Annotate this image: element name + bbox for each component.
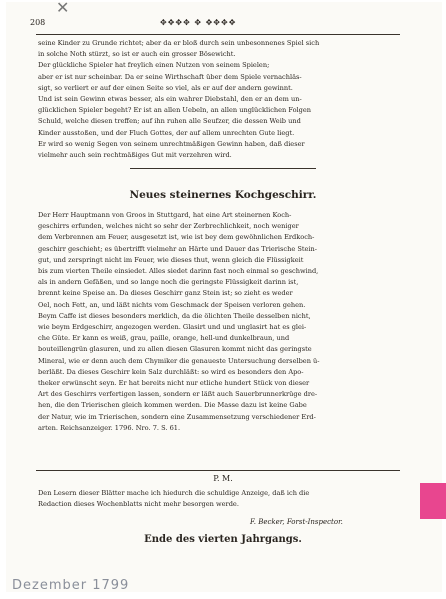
separator-rule <box>36 470 400 471</box>
paragraph-stoneware: Der Herr Hauptmann von Groos in Stuttgard, hat eine Art steinernen Koch- geschirrs erfunden, welches nicht so sehr der Zerbrechlichkeit, noch weniger dem Verbrennen am Feuer, ausgesetzt ist, wie ist bey dem gewöhnlichen Erdkoch- geschirr geschieht; es übertrifft vielmehr an Härte und Dauer das Trierische Stein- gut, und zerspringt nicht im Feuer, wie dieses thut, wenn gleich die Flüssigkeit bis zum vierten Theile einsiedet. Alles siedet darinn fast noch einmal so geschwind, als in andern Gefäßen, und so lange noch die geringste Flüssigkeit darinn ist, brennt keine Speise an. Da dieses Geschirr ganz Stein ist; so zieht es weder Oel, noch Fett, an, und läßt nichts vom Geschmack der Speisen verloren gehen. Beym Caffe ist dieses besonders merklich, da die ölichten Theile desselben nicht, wie beym Erdgeschirr, angezogen werden. Glasirt und und unglasirt hat es glei- che Güte. Er kann es weiß, grau, paille, orange, hell-und dunkelbraun, und bouteillengrün glasuren, und zu allen diesen Glasuren kommt nicht das geringste Mineral, wie er denn auch dem Chymiker die genaueste Untersuchung derselben ü- berläßt. Da dieses Geschirr kein Salz durchläßt: so wird es besonders den Apo- theker erwünscht seyn. Er hat bereits nicht nur etliche hundert Stück von dieser Art des Geschirrs verfertigen lassen, sondern er läßt auch Sauerbrunnerkrüge dre- hen, die den Trierischen gleich kommen werden. Die Masse dazu ist keine Gabe der Natur, wie im Trierischen, sondern eine Zusammensetzung verschiedener Erd- arten. Reichsanzeiger. 1796. Nro. 7. S. 61. <box>38 211 320 432</box>
header-rule <box>36 34 400 35</box>
signature: F. Becker, Forst-Inspector. <box>250 518 343 526</box>
header-ornament: ✥✥✥✥ ✥ ✥✥✥✥ <box>160 18 237 27</box>
pm-heading: P. M. <box>213 474 233 483</box>
editor-notice: Den Lesern dieser Blätter mache ich hiedurch die schuldige Anzeige, daß ich die Redaction dieses Wochenblatts nicht mehr besorgen werde. <box>38 489 310 509</box>
pink-tab-marker <box>420 483 446 519</box>
page-number: 208 <box>30 18 46 27</box>
paragraph-gambling: seine Kinder zu Grunde richtet; aber da er bloß durch sein unbesonnenes Spiel sich in solche Noth stürzt, so ist er auch ein grosser Bösewicht. Der glückliche Spieler hat freylich einen Nutzen von seinem Spielen; aber er ist nur scheinbar. Da er seine Wirthschaft über dem Spiele vernachläs- sigt, so verliert er auf der einen Seite so viel, als er auf der andern gewinnt. Und ist sein Gewinn etwas besser, als ein wahrer Diebstahl, den er an dem un- glücklichen Spieler begeht? Er ist an allen Uebeln, an allen unglücklichen Folgen Schuld, welche diesen treffen; auf ihn ruhen alle Seufzer, die dessen Weib und Kinder ausstoßen, und der Fluch Gottes, der auf allem unrechten Gute liegt. Er wird so wenig Segen von seinem unrechtmäßigen Gewinn haben, daß dieser vielmehr auch sein rechtmäßiges Gut mit verzehren wird. <box>38 39 320 160</box>
section-divider <box>130 168 316 169</box>
handwritten-date: Dezember 1799 <box>12 578 130 593</box>
section-title: Neues steinernes Kochgeschirr. <box>129 189 317 201</box>
pencil-cross-mark: ✕ <box>56 0 70 17</box>
volume-end: Ende des vierten Jahrgangs. <box>144 534 302 545</box>
